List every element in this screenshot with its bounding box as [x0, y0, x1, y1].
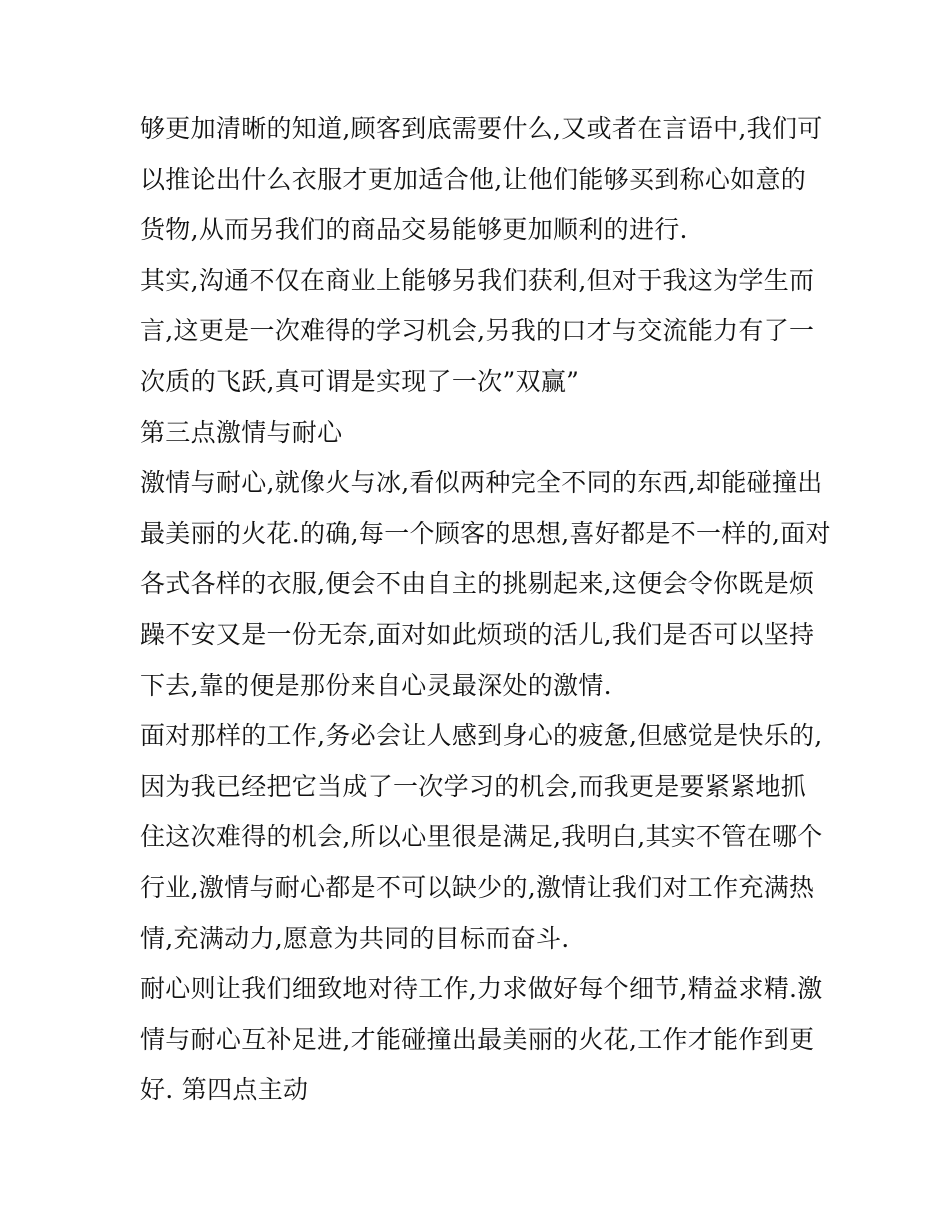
text-line: 因为我已经把它当成了一次学习的机会,而我更是要紧紧地抓 — [140, 771, 807, 801]
section-heading: 第三点激情与耐心 — [140, 417, 343, 447]
text-line: 下去,靠的便是那份来自心灵最深处的激情. — [140, 670, 612, 700]
text-line: 躁不安又是一份无奈,面对如此烦琐的活儿,我们是否可以坚持 — [140, 619, 815, 649]
text-line: 激情与耐心,就像火与冰,看似两种完全不同的东西,却能碰撞出 — [140, 468, 823, 498]
text-line: 行业,激情与耐心都是不可以缺少的,激情让我们对工作充满热 — [140, 872, 815, 902]
text-line: 言,这更是一次难得的学习机会,另我的口才与交流能力有了一 — [140, 316, 815, 346]
text-line: 好. 第四点主动 — [140, 1075, 309, 1105]
text-line: 面对那样的工作,务必会让人感到身心的疲惫,但感觉是快乐的, — [140, 721, 823, 751]
text-line: 最美丽的火花.的确,每一个顾客的思想,喜好都是不一样的,面对 — [140, 518, 831, 548]
text-line: 住这次难得的机会,所以心里很是满足,我明白,其实不管在哪个 — [140, 822, 823, 852]
text-line: 货物,从而另我们的商品交易能够更加顺利的进行. — [140, 215, 688, 245]
text-line: 以推论出什么衣服才更加适合他,让他们能够买到称心如意的 — [140, 164, 807, 194]
text-line: 次质的飞跃,真可谓是实现了一次”双赢” — [140, 366, 580, 396]
text-line: 情,充满动力,愿意为共同的目标而奋斗. — [140, 923, 570, 953]
text-line: 各式各样的衣服,便会不由自主的挑剔起来,这便会令你既是烦 — [140, 569, 815, 599]
text-line: 耐心则让我们细致地对待工作,力求做好每个细节,精益求精.激 — [140, 974, 823, 1004]
document-body — [140, 104, 831, 1116]
text-line: 其实,沟通不仅在商业上能够另我们获利,但对于我这为学生而 — [140, 265, 815, 295]
text-line: 够更加清晰的知道,顾客到底需要什么,又或者在言语中,我们可 — [140, 114, 823, 143]
text-line: 情与耐心互补足进,才能碰撞出最美丽的火花,工作才能作到更 — [140, 1024, 815, 1054]
